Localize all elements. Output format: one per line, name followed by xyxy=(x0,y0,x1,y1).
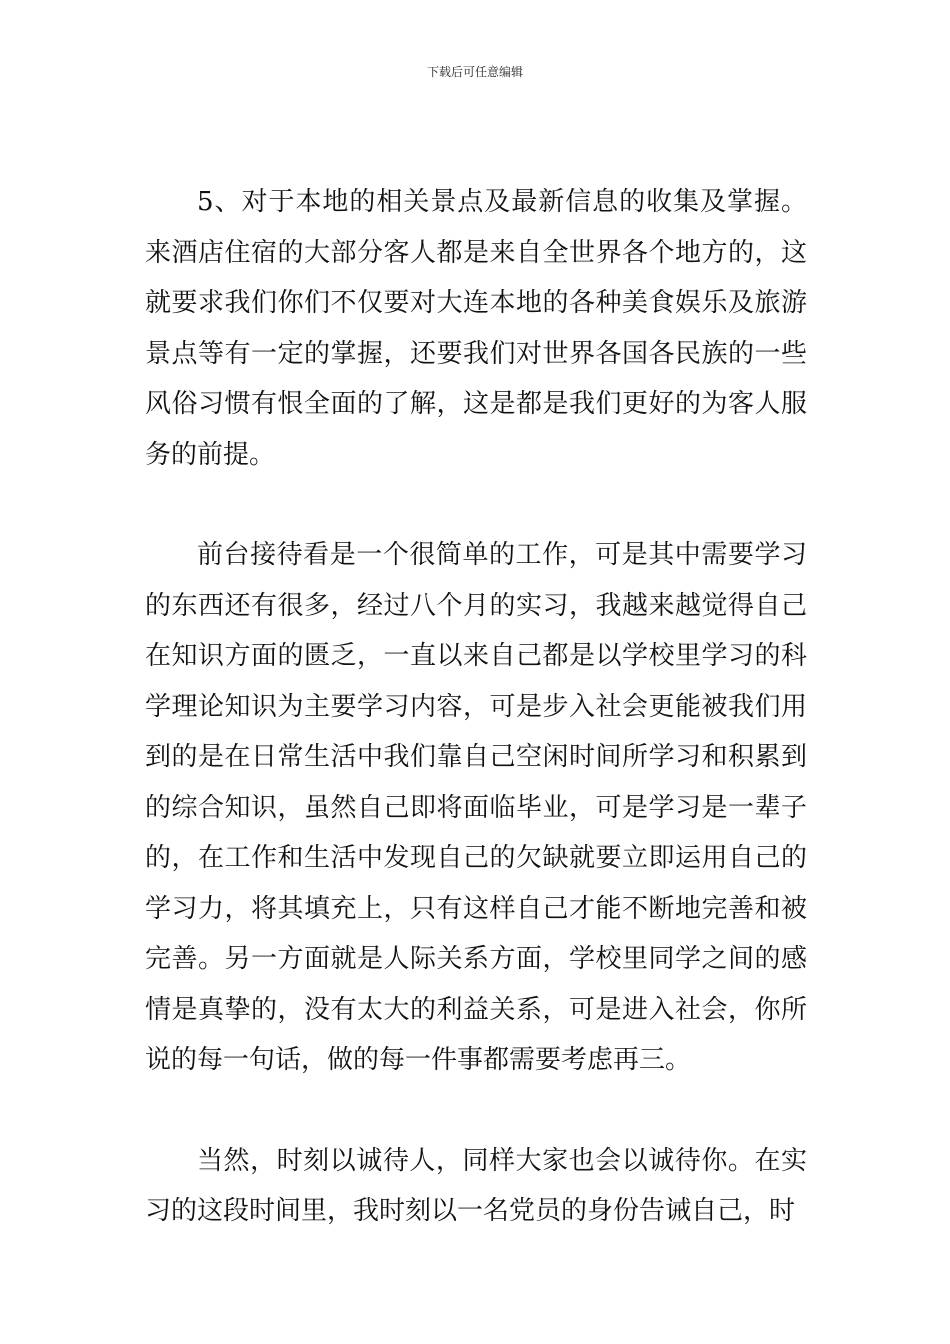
page-header: 下载后可任意编辑 xyxy=(426,65,523,79)
paragraph-3: 当然，时刻以诚待人，同样大家也会以诚待你。在实习的这段时间里，我时刻以一名党员的身份告诫自己，时 xyxy=(145,1145,807,1226)
paragraph-1: 5、对于本地的相关景点及最新信息的收集及掌握。来酒店住宿的大部分客人都是来自全世界各个地方的，这就要求我们你们不仅要对大连本地的各种美食娱乐及旅游景点等有一定的掌握，还要我们对世界各国各民族的一些风俗习惯有恨全面的了解，这是都是我们更好的为客人服务的前提。 xyxy=(145,187,807,470)
paragraph-2: 前台接待看是一个很简单的工作，可是其中需要学习的东西还有很多，经过八个月的实习，我越来越觉得自己在知识方面的匮乏，一直以来自己都是以学校里学习的科学理论知识为主要学习内容，可是步入社会更能被我们用到的是在日常生活中我们靠自己空闲时间所学习和积累到的综合知识，虽然自己即将面临毕业，可是学习是一辈子的，在工作和生活中发现自己的欠缺就要立即运用自己的学习力，将其填充上，只有这样自己才能不断地完善和被完善。另一方面就是人际关系方面，学校里同学之间的感情是真挚的，没有太大的利益关系，可是进入社会，你所说的每一句话，做的每一件事都需要考虑再三。 xyxy=(145,540,807,1075)
document-body xyxy=(145,177,807,1237)
